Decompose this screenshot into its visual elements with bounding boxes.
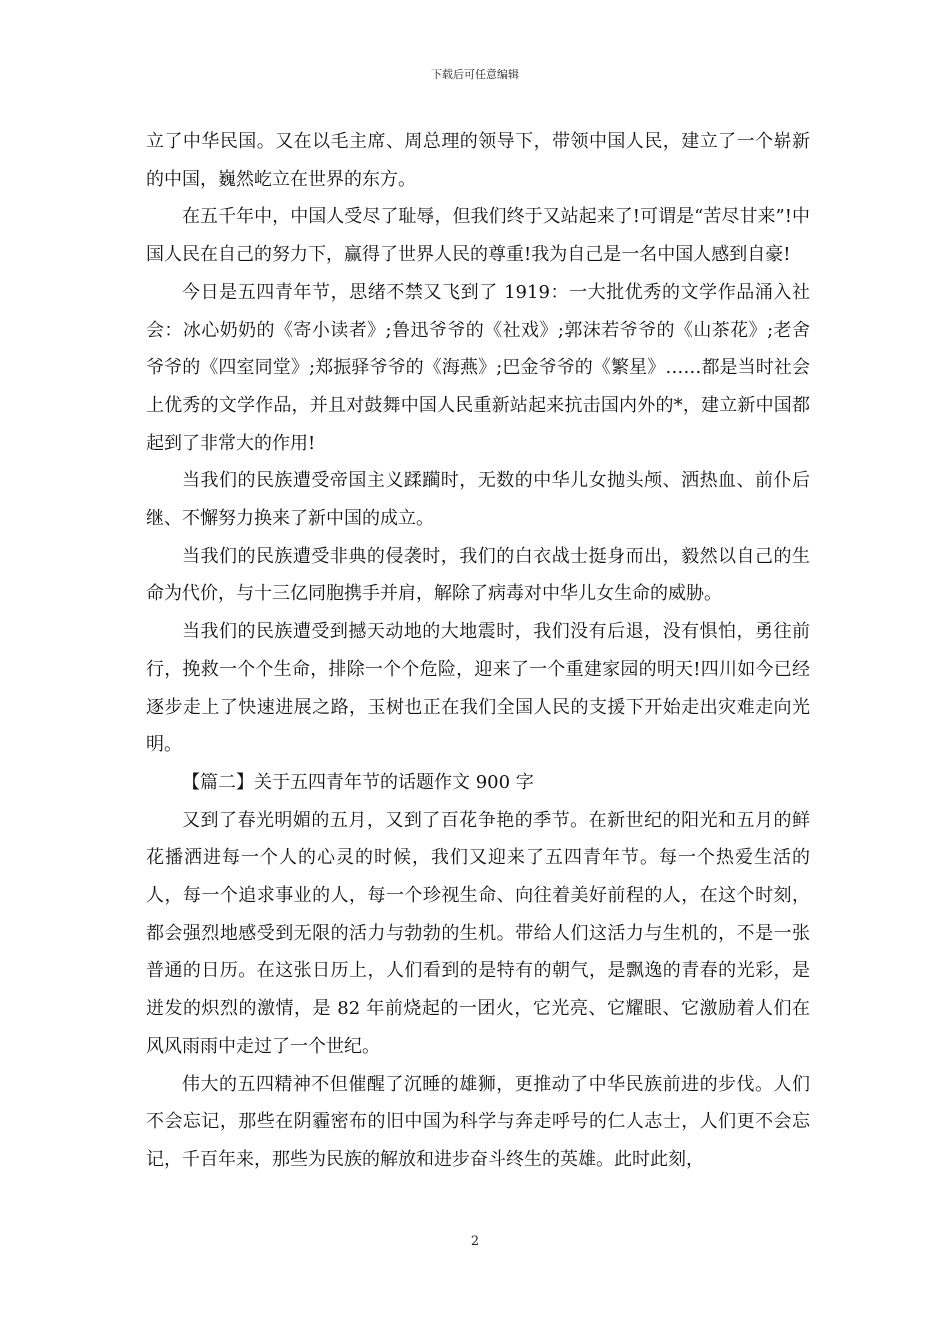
paragraph-5: 当我们的民族遭受非典的侵袭时，我们的白衣战士挺身而出，毅然以自己的生命为代价，与十三亿同胞携手并肩，解除了病毒对中华儿女生命的威胁。 [146, 545, 810, 605]
page-number: 2 [470, 1234, 480, 1249]
paragraph-2: 在五千年中，中国人受尽了耻辱，但我们终于又站起来了!可谓是“苦尽甘来”!中国人民在自己的努力下，赢得了世界人民的尊重!我为自己是一名中国人感到自豪! [146, 206, 810, 266]
paragraph-3: 今日是五四青年节，思绪不禁又飞到了 1919：一大批优秀的文学作品涌入社会：冰心奶奶的《寄小读者》;鲁迅爷爷的《社戏》;郭沫若爷爷的《山茶花》;老舍爷爷的《四室同堂》;郑振驿爷爷的《海燕》;巴金爷爷的《繁星》……都是当时社会上优秀的文学作品，并且对鼓舞中国人民重新站起来抗击国内外的*，建立新中国都起到了非常大的作用! [146, 281, 810, 454]
document-body [146, 123, 810, 1179]
section-heading: 【篇二】关于五四青年节的话题作文 900 字 [182, 771, 534, 793]
paragraph-1: 立了中华民国。又在以毛主席、周总理的领导下，带领中国人民，建立了一个崭新的中国，巍然屹立在世界的东方。 [146, 131, 810, 190]
paragraph-6: 当我们的民族遭受到撼天动地的大地震时，我们没有后退，没有惧怕，勇往前行，挽救一个个生命，排除一个个危险，迎来了一个重建家园的明天!四川如今已经逐步走上了快速进展之路，玉树也正在我们全国人民的支援下开始走出灾难走向光明。 [146, 621, 810, 756]
paragraph-7: 又到了春光明媚的五月，又到了百花争艳的季节。在新世纪的阳光和五月的鲜花播洒进每一个人的心灵的时候，我们又迎来了五四青年节。每一个热爱生活的人，每一个追求事业的人，每一个珍视生命、向往着美好前程的人，在这个时刻，都会强烈地感受到无限的活力与勃勃的生机。带给人们这活力与生机的，不是一张普通的日历。在这张日历上，人们看到的是特有的朝气，是飘逸的青春的光彩，是迸发的炽烈的激情，是 82 年前烧起的一团火，它光亮、它耀眼、它激励着人们在风风雨雨中走过了一个世纪。 [146, 809, 810, 1057]
paragraph-4: 当我们的民族遭受帝国主义蹂躏时，无数的中华儿女抛头颅、洒热血、前仆后继、不懈努力换来了新中国的成立。 [146, 470, 810, 530]
paragraph-8: 伟大的五四精神不但催醒了沉睡的雄狮，更推动了中华民族前进的步伐。人们不会忘记，那些在阴霾密布的旧中国为科学与奔走呼号的仁人志士，人们更不会忘记，千百年来，那些为民族的解放和进步奋斗终生的英雄。此时此刻， [146, 1073, 810, 1170]
page-header: 下载后可任意编辑 [431, 68, 519, 81]
